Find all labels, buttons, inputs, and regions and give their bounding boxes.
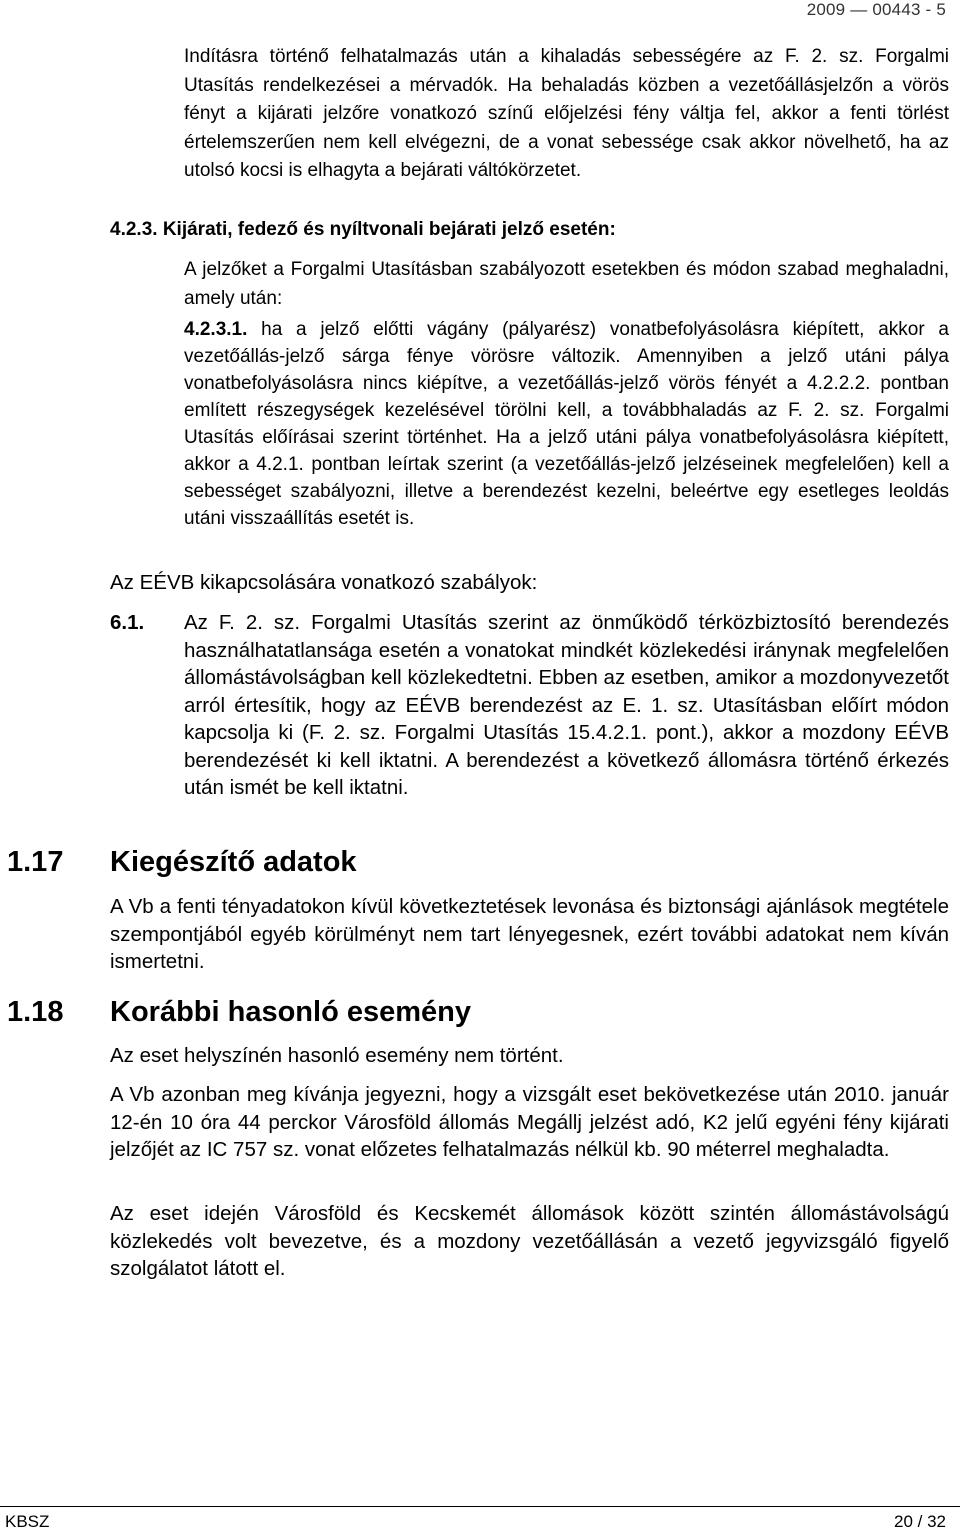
eevb-rules-heading: Az EÉVB kikapcsolására vonatkozó szabályok: xyxy=(110,571,538,594)
section-number: 4.2.3. xyxy=(110,219,158,240)
paragraph-no-similar-event: Az eset helyszínén hasonló esemény nem történt. xyxy=(110,1044,564,1067)
paragraph-signal-passing-intro: A jelzőket a Forgalmi Utasításban szabályozott esetekben és módon szabad meghaladni, amely után: xyxy=(184,259,949,309)
footer-page-number: 20 / 32 xyxy=(894,1512,946,1531)
section-title-1-17: Kiegészítő adatok xyxy=(110,846,357,878)
paragraph-supplementary-data: A Vb a fenti tényadatokon kívül következtetések levonása és biztonsági ajánlások megtétele szempontjából egyéb körülményt nem tart lényegesnek, ezért további adatokat nem kíván ismertetni. xyxy=(110,895,949,973)
section-number-1-17: 1.17 xyxy=(7,846,64,878)
paragraph-later-event: A Vb azonban meg kívánja jegyezni, hogy a vizsgált eset bekövetkezése után 2010. január 12-én 10 óra 44 perckor Városföld állomás Megállj jelzést adó, K2 jelű egyéni fény kijárati jelzőjét az IC 757 sz. vonat előzetes felhatalmazás nélkül kb. 90 méterrel meghaladta. xyxy=(110,1083,949,1161)
footer-organization: KBSZ xyxy=(5,1512,50,1531)
document-reference: 2009 — 00443 - 5 xyxy=(806,0,946,19)
list-item-4-2-3-1 xyxy=(184,316,949,532)
list-item-number: 4.2.3.1. xyxy=(184,319,248,340)
footer-divider xyxy=(0,1506,960,1507)
section-heading-4-2-3 xyxy=(110,216,950,245)
paragraph-signal-release: Indításra történő felhatalmazás után a kihaladás sebességére az F. 2. sz. Forgalmi Utasítás rendelkezései a mérvadók. Ha behaladás közben a vezetőállásjelzőn a vörös fényt a kijárati jelzőre vonatkozó színű előjelzési fény váltja fel, akkor a fenti törlést értelemszerűen nem kell elvégezni, de a vonat sebessége csak akkor növelhető, ha az utolsó kocsi is elhagyta a bejárati váltókörzetet. xyxy=(184,46,949,181)
section-number-1-18: 1.18 xyxy=(7,996,64,1028)
list-item-text: ha a jelző előtti vágány (pályarész) vonatbefolyásolásra kiépített, akkor a vezetőállás-jelző sárga fénye vörösre változik. Amennyiben a jelző utáni pálya vonatbefolyásolásra nincs kiépítve, a vezetőállás-jelző vörös fényét a 4.2.2.2. pontban említett részegységek kezelésével törölni kell, a továbbhaladás az F. 2. sz. Forgalmi Utasítás előírásai szerint történhet. Ha a jelző utáni pálya vonatbefolyásolásra kiépített, akkor a 4.2.1. pontban leírtak szerint (a vezetőállás-jelző jelzéseinek megfelelően) kell a sebességet szabályozni, illetve a berendezést kezelni, beleértve egy esetleges leoldás utáni visszaállítás esetét is. xyxy=(184,319,949,529)
list-item-number-6-1: 6.1. xyxy=(110,611,145,634)
section-title-1-18: Korábbi hasonló esemény xyxy=(110,996,471,1028)
list-item-text-6-1: Az F. 2. sz. Forgalmi Utasítás szerint az önműködő térközbiztosító berendezés használhatatlansága esetén a vonatokat mindkét közlekedési iránynak megfelelően állomástávolságban kell közlekedtetni. Ebben az esetben, amikor a mozdonyvezetőt arról értesítik, hogy az EÉVB berendezést az E. 1. sz. Utasításban előírt módon kapcsolja ki (F. 2. sz. Forgalmi Utasítás 15.4.2.1. pont.), akkor a mozdony EÉVB berendezését ki kell iktatni. A berendezést a következő állomásra történő érkezés után ismét be kell iktatni. xyxy=(184,611,949,799)
paragraph-traffic-situation: Az eset idején Városföld és Kecskemét állomások között szintén állomástávolságú közlekedés volt bevezetve, és a mozdony vezetőállásán a vezető jegyvizsgáló figyelő szolgálatot látott el. xyxy=(110,1202,949,1280)
section-title: Kijárati, fedező és nyíltvonali bejárati jelző esetén: xyxy=(162,219,616,240)
